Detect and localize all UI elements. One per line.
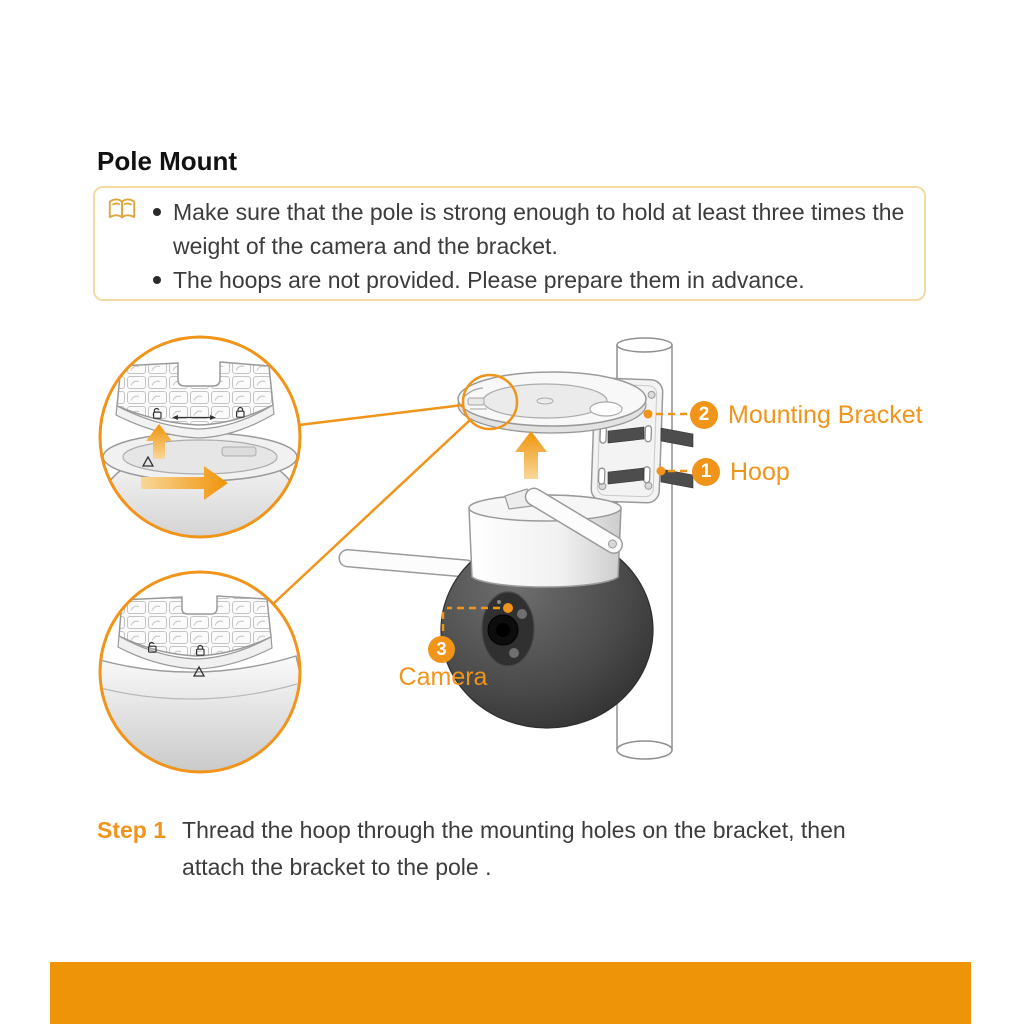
note-item: The hoops are not provided. Please prepare them in advance.: [151, 263, 914, 297]
note-item: Make sure that the pole is strong enough to hold at least three times the weight of the camera and the bracket.: [151, 195, 914, 263]
footer-bar: [50, 962, 971, 1024]
callout-badge-hoop: 1: [692, 458, 720, 486]
callout-label-mounting-bracket: Mounting Bracket: [728, 401, 923, 429]
step-label: Step 1: [97, 817, 167, 843]
mounting-bracket-illustration: [458, 372, 693, 503]
callout-badge-mounting-bracket: 2: [690, 401, 718, 429]
callout-label-hoop: Hoop: [730, 458, 790, 486]
step-instruction: [97, 812, 906, 886]
callout-badge-camera: 3: [428, 636, 455, 663]
camera-illustration: [339, 485, 653, 728]
attach-up-arrow: [515, 431, 547, 479]
callout-label-camera: Camera: [398, 663, 488, 691]
page-title: Pole Mount: [97, 146, 238, 176]
magnifier-detail-bottom: [90, 567, 308, 779]
magnifier-detail-top: [95, 332, 307, 563]
step-text: Thread the hoop through the mounting holes on the bracket, then attach the bracket to the pole .: [182, 817, 846, 880]
